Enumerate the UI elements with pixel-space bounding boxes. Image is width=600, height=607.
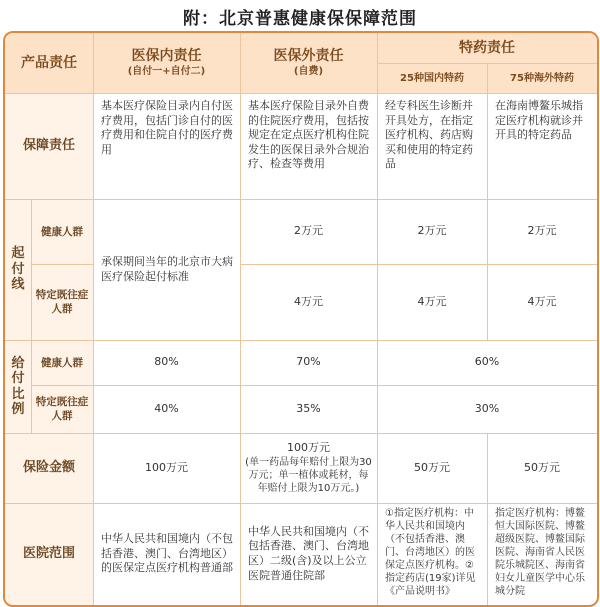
grid-line bbox=[31, 199, 32, 433]
grid-line bbox=[93, 33, 94, 605]
coverage-domestic: 经专科医生诊断并开具处方，在指定医疗机构、药店购买和使用的特定药品 bbox=[385, 99, 473, 171]
deductible-preexisting-label: 特定既往症人群 bbox=[31, 264, 93, 340]
header-outside bbox=[240, 33, 377, 93]
amount-inside: 100万元 bbox=[145, 460, 188, 474]
header-product-responsibility-label: 产品责任 bbox=[21, 54, 77, 71]
ratio-special-healthy: 60% bbox=[474, 355, 500, 369]
row-label-amount: 保险金额 bbox=[5, 433, 93, 503]
grid-line bbox=[5, 93, 597, 94]
ratio-group-char: 给 bbox=[11, 355, 25, 371]
row-group-ratio bbox=[5, 340, 31, 433]
row-label-coverage: 保障责任 bbox=[5, 93, 93, 199]
ratio-group-char: 例 bbox=[11, 402, 25, 417]
header-outside-sub: (自费) bbox=[293, 66, 324, 77]
row-label-hospitals: 医院范围 bbox=[5, 503, 93, 605]
amount-outside bbox=[240, 433, 377, 503]
grid-line bbox=[31, 264, 93, 265]
ratio-inside-healthy: 80% bbox=[154, 355, 179, 369]
grid-line bbox=[487, 63, 488, 340]
coverage-overseas: 在海南博鳌乐城指定医疗机构就诊并开具的特定药品 bbox=[495, 99, 583, 142]
header-inside-sub: (自付一+自付二) bbox=[127, 66, 206, 77]
deductible-healthy-label: 健康人群 bbox=[31, 199, 93, 264]
amount-domestic: 50万元 bbox=[414, 460, 450, 474]
deductible-domestic-preexisting: 4万元 bbox=[417, 294, 447, 308]
amount-outside-main: 100万元 bbox=[287, 441, 330, 455]
hospitals-inside: 中华人民共和国境内（不包括香港、澳门、台湾地区）的医保定点医疗机构普通部 bbox=[101, 532, 233, 575]
hospitals-overseas: 指定医疗机构：博鳌恒大国际医院、博鳌超级医院、博鳌国际医院、海南省人民医院乐城院区、海南省妇女儿童医学中心乐城分院 bbox=[495, 508, 585, 597]
header-outside-title: 医保外责任 bbox=[273, 48, 344, 64]
grid-line bbox=[5, 433, 597, 434]
header-special bbox=[377, 33, 597, 63]
page-title: 附：北京普惠健康保保障范围 bbox=[183, 9, 417, 29]
grid-line bbox=[5, 340, 597, 341]
deductible-group-char: 线 bbox=[11, 277, 25, 293]
deductible-overseas-preexisting: 4万元 bbox=[527, 294, 557, 308]
grid-line bbox=[240, 264, 597, 265]
coverage-outside: 基本医疗保险目录外自费的住院医疗费用，包括按规定在定点医疗机构住院发生的医保目录外合规治疗、检查等费用 bbox=[248, 99, 369, 171]
coverage-inside: 基本医疗保险目录内自付医疗费用，包括门诊自付的医疗费用和住院自付的医疗费用 bbox=[101, 99, 233, 156]
amount-outside-note: (单一药品每年赔付上限为30万元；单一植体或耗材，每年赔付上限为10万元。) bbox=[245, 456, 372, 494]
coverage-table bbox=[3, 31, 599, 607]
deductible-inside: 承保期间当年的北京市大病医疗保险起付标准 bbox=[101, 254, 233, 283]
ratio-outside-healthy: 70% bbox=[296, 355, 321, 369]
ratio-inside-preexisting: 40% bbox=[154, 401, 179, 415]
grid-line bbox=[377, 33, 378, 605]
grid-line bbox=[240, 33, 241, 605]
ratio-group-char: 比 bbox=[11, 386, 25, 402]
grid-line bbox=[377, 63, 597, 64]
ratio-preexisting-label: 特定既往症人群 bbox=[31, 385, 93, 433]
ratio-outside-preexisting: 35% bbox=[296, 401, 321, 415]
row-group-deductible bbox=[5, 199, 31, 340]
deductible-outside-healthy: 2万元 bbox=[294, 224, 323, 238]
ratio-special-preexisting: 30% bbox=[474, 401, 500, 415]
header-product-responsibility bbox=[5, 33, 93, 93]
header-special-overseas: 75种海外特药 bbox=[487, 63, 597, 93]
deductible-overseas-healthy: 2万元 bbox=[527, 224, 557, 238]
deductible-domestic-healthy: 2万元 bbox=[417, 224, 447, 238]
hospitals-outside: 中华人民共和国境内（不包括香港、澳门、台湾地区）二级(含)及以上公立医院普通住院部 bbox=[248, 524, 369, 582]
grid-line bbox=[487, 433, 488, 605]
grid-line bbox=[5, 503, 597, 504]
grid-line bbox=[31, 385, 597, 386]
ratio-group-char: 付 bbox=[11, 371, 25, 386]
deductible-outside-preexisting: 4万元 bbox=[294, 294, 323, 308]
header-inside-title: 医保内责任 bbox=[131, 48, 202, 64]
deductible-group-char: 付 bbox=[11, 261, 25, 277]
header-inside bbox=[93, 33, 240, 93]
hospitals-domestic: ①指定医疗机构：中华人民共和国境内（不包括香港、澳门、台湾地区）的医保定点医疗机构。②指定药店(19家)详见《产品说明书》 bbox=[385, 508, 476, 597]
header-special-title: 特药责任 bbox=[459, 39, 515, 56]
amount-overseas: 50万元 bbox=[524, 460, 560, 474]
deductible-group-char: 起 bbox=[11, 246, 25, 262]
header-special-domestic: 25种国内特药 bbox=[377, 63, 487, 93]
grid-line bbox=[5, 199, 597, 200]
ratio-healthy-label: 健康人群 bbox=[31, 340, 93, 385]
